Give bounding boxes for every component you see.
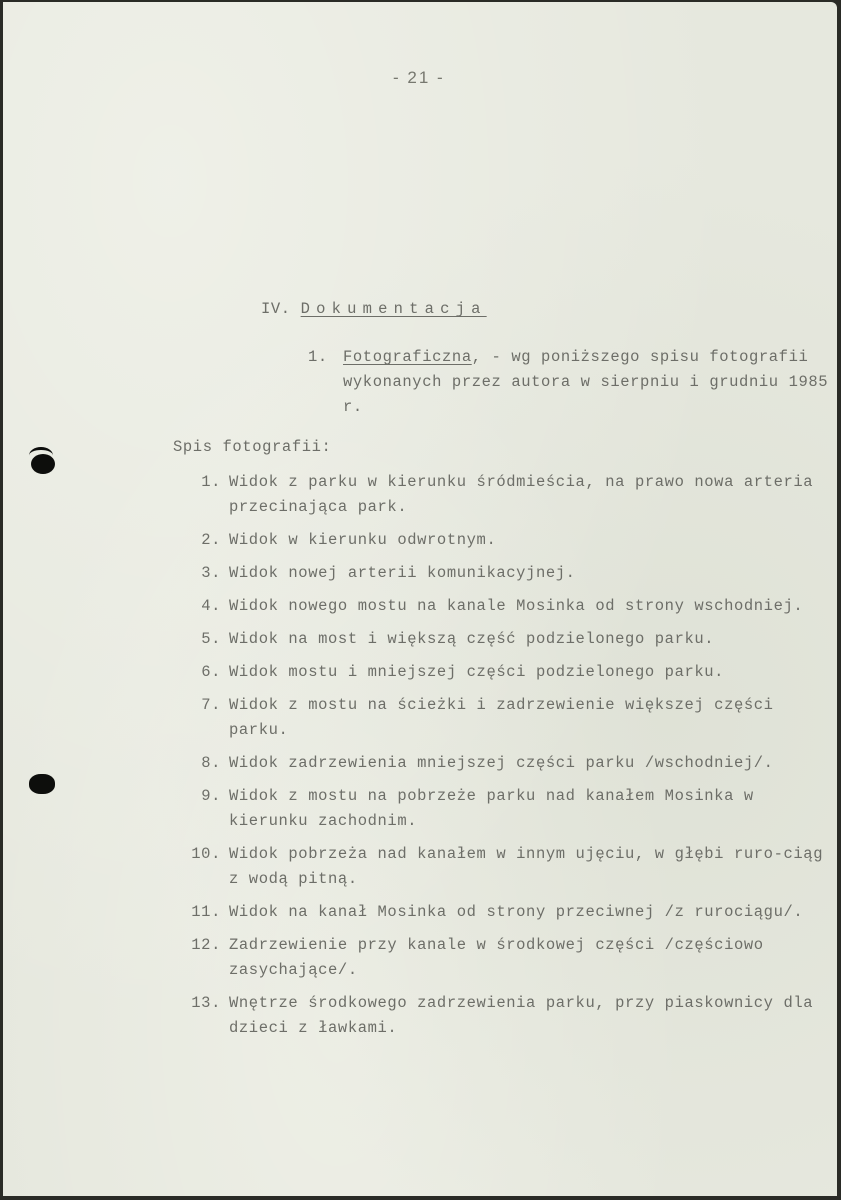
list-item [173,900,838,925]
item-text: Widok z mostu na pobrzeże parku nad kanałem Mosinka w kierunku zachodnim. [229,787,754,830]
punch-hole-icon [29,774,55,794]
item-text: Widok mostu i mniejszej części podzielonego parku. [229,663,725,681]
item-number: 8. [201,754,221,772]
photo-list-title: Spis fotografii: [173,438,332,456]
intro-paragraph [308,345,838,420]
item-number: 12. [191,936,221,954]
item-number: 9. [201,787,221,805]
item-text: Widok pobrzeża nad kanałem w innym ujęciu, w głębi ruro-ciąg z wodą pitną. [229,845,824,888]
list-item [173,594,838,619]
intro-body [343,345,838,420]
item-number: 13. [191,994,221,1012]
document-page [3,2,837,1196]
item-text: Widok na kanał Mosinka od strony przeciwnej /z rurociągu/. [229,903,804,921]
section-numeral: IV. [261,300,291,318]
item-number: 5. [201,630,221,648]
punch-hole-icon [31,454,55,474]
intro-text: , - wg poniższego spisu fotografii wykonanych przez autora w sierpniu i grudniu 1985 r. [343,348,829,416]
item-number: 3. [201,564,221,582]
item-text: Widok z parku w kierunku śródmieścia, na prawo nowa arteria przecinająca park. [229,473,814,516]
item-number: 2. [201,531,221,549]
item-number: 10. [191,845,221,863]
list-item [173,842,838,892]
photo-list [173,470,838,1049]
item-text: Widok w kierunku odwrotnym. [229,531,497,549]
list-item [173,693,838,743]
list-item [173,528,838,553]
list-item [173,470,838,520]
item-text: Widok nowej arterii komunikacyjnej. [229,564,576,582]
list-item [173,933,838,983]
item-text: Widok na most i większą część podzielonego parku. [229,630,715,648]
item-text: Widok z mostu na ścieżki i zadrzewienie większej części parku. [229,696,774,739]
item-number: 7. [201,696,221,714]
section-title: Dokumentacja [300,300,487,318]
item-number: 1. [201,473,221,491]
list-item [173,627,838,652]
section-heading [261,300,487,318]
list-item [173,660,838,685]
item-number: 4. [201,597,221,615]
item-text: Zadrzewienie przy kanale w środkowej części /częściowo zasychające/. [229,936,764,979]
item-text: Widok zadrzewienia mniejszej części parku /wschodniej/. [229,754,774,772]
intro-number: 1. [308,348,328,366]
item-number: 11. [191,903,221,921]
item-number: 6. [201,663,221,681]
item-text: Widok nowego mostu na kanale Mosinka od strony wschodniej. [229,597,804,615]
list-item [173,784,838,834]
intro-underlined-term: Fotograficzna [343,348,472,366]
page-number: - 21 - [393,68,445,87]
list-item [173,561,838,586]
list-item [173,751,838,776]
list-item [173,991,838,1041]
item-text: Wnętrze środkowego zadrzewienia parku, przy piaskownicy dla dzieci z ławkami. [229,994,814,1037]
